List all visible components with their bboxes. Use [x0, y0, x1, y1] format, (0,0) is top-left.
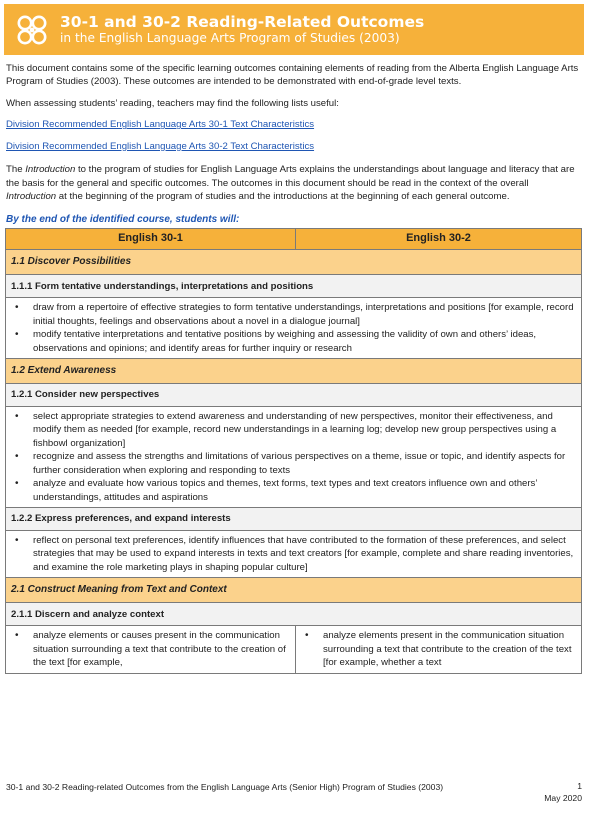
- outcome-cell: [6, 531, 582, 578]
- subsection-row: [6, 275, 582, 298]
- document-title: 30-1 and 30-2 Reading-Related Outcomes: [60, 12, 425, 31]
- list-item: • recognize and assess the strengths and limitations of various perspectives on a theme, issue or topic, and identify aspects for further consideration when exploring and responding to texts: [11, 450, 576, 477]
- document-subtitle: in the English Language Arts Program of Studies (2003): [60, 31, 400, 46]
- list-item: • analyze elements or causes present in the communication situation surrounding a text that contribute to the creation of the text [for example,: [11, 629, 290, 669]
- outcome-row: [6, 626, 582, 673]
- outcome-cell: [6, 298, 582, 359]
- title-banner: [4, 4, 584, 55]
- list-item: • draw from a repertoire of effective strategies to form tentative understandings, interpretations and positions [for example, record initial thoughts, feelings and observations about a novel in a dialogue journal]: [11, 301, 576, 328]
- subsection-row: [6, 384, 582, 407]
- alberta-flower-logo-icon: [14, 12, 50, 48]
- page-number: 1: [577, 781, 582, 791]
- list-item: • analyze and evaluate how various topics and themes, text forms, text types and text creators influence own and others’ understandings, attitudes and aspirations: [11, 477, 576, 504]
- intro-paragraph: This document contains some of the specific learning outcomes containing elements of reading from the Alberta English Language Arts Program of Studies (2003). These outcomes are intended to be demonstrated with end-of-grade level texts.: [6, 63, 579, 88]
- subsection-heading: 2.1.1 Discern and analyze context: [6, 603, 582, 626]
- list-item: • modify tentative interpretations and tentative positions by weighing and assessing the validity of own and others’ ideas, observations and opinions; and identify areas for further inquiry or research: [11, 328, 576, 355]
- subsection-heading: 1.1.1 Form tentative understandings, interpretations and positions: [6, 275, 582, 298]
- table-header-row: [6, 229, 582, 250]
- link-30-2-text-characteristics[interactable]: Division Recommended English Language Arts 30-2 Text Characteristics: [6, 140, 315, 152]
- document-body: [6, 62, 580, 674]
- outcome-row: [6, 407, 582, 508]
- column-header-english-30-1: English 30-1: [6, 229, 296, 250]
- outcome-list: [301, 629, 576, 669]
- column-header-english-30-2: English 30-2: [296, 229, 582, 250]
- intro-text-2: to the program of studies for English Language Arts explains the understandings about language and literacy that are the basis for the general and specific outcomes. The outcomes in this document should be read in the context of the overall: [6, 164, 575, 189]
- intro-text-1: The: [6, 164, 26, 176]
- list-item: • select appropriate strategies to extend awareness and understanding of new perspectives, monitor their effectiveness, and modify them as needed [for example, record new understandings in a learning log; develop new group perspectives using a fishbowl organization]: [11, 410, 576, 450]
- outcome-row: [6, 531, 582, 578]
- intro-text-3: at the beginning of the program of studies and the introductions at the beginning of each general outcome.: [56, 190, 510, 202]
- section-row: [6, 250, 582, 275]
- useful-lists-paragraph: When assessing students’ reading, teachers may find the following lists useful:: [6, 97, 339, 109]
- link-30-1-text-characteristics[interactable]: Division Recommended English Language Arts 30-1 Text Characteristics: [6, 119, 315, 131]
- outcome-list: [11, 534, 576, 574]
- section-heading: 1.2 Extend Awareness: [6, 359, 582, 384]
- list-item: • reflect on personal text preferences, identify influences that have contributed to the formation of these preferences, and select strategies that may be used to expand interests in texts and text creators [for example, complete and share reading inventories, and examine the role marketing plays in shaping popular culture]: [11, 534, 576, 574]
- intro-italic-1: Introduction: [25, 164, 76, 176]
- footer-date: May 2020: [544, 792, 582, 803]
- introduction-paragraph: [6, 163, 580, 203]
- table-lead-in: By the end of the identified course, students will:: [6, 214, 240, 226]
- outcome-cell: [6, 407, 582, 508]
- section-heading: 1.1 Discover Possibilities: [6, 250, 582, 275]
- subsection-heading: 1.2.2 Express preferences, and expand interests: [6, 508, 582, 531]
- outcome-cell-30-2: [296, 626, 582, 673]
- footer-document-title: 30-1 and 30-2 Reading-related Outcomes from the English Language Arts (Senior High) Program of Studies (2003): [6, 782, 444, 792]
- subsection-heading: 1.2.1 Consider new perspectives: [6, 384, 582, 407]
- outcome-list: [11, 301, 576, 355]
- outcome-row: [6, 298, 582, 359]
- intro-italic-2: Introduction: [6, 190, 57, 202]
- outcomes-table: [5, 228, 582, 673]
- section-heading: 2.1 Construct Meaning from Text and Context: [6, 578, 582, 603]
- subsection-row: [6, 603, 582, 626]
- outcome-cell-30-1: [6, 626, 296, 673]
- footer-page-info: [544, 781, 582, 804]
- subsection-row: [6, 508, 582, 531]
- list-item: • analyze elements present in the communication situation surrounding a text that contribute to the creation of the text [for example, whether a text: [301, 629, 576, 669]
- outcome-list: [11, 410, 576, 504]
- section-row: [6, 578, 582, 603]
- outcome-list: [11, 629, 290, 669]
- section-row: [6, 359, 582, 384]
